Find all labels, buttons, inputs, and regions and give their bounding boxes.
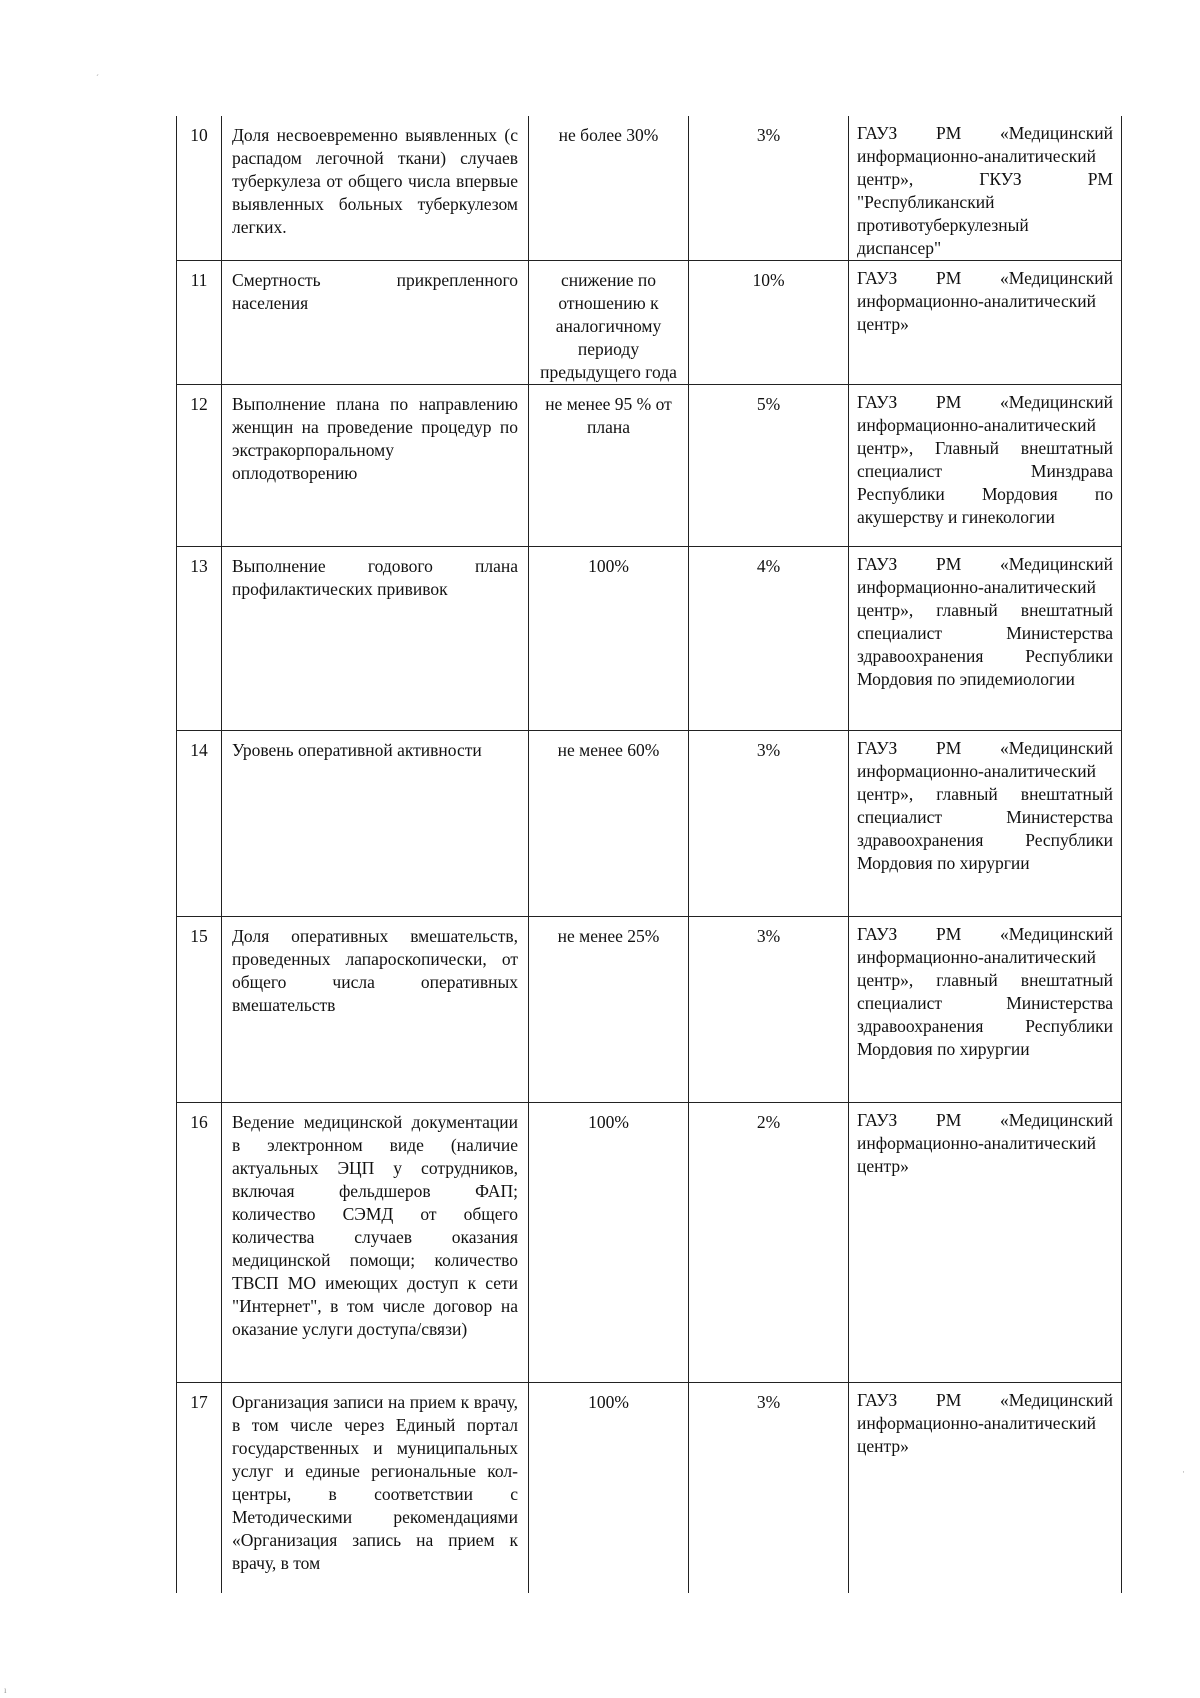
indicator-name: Доля оперативных вмешательств, проведенных лапароскопически, от общего числа оперативных вмешательств (222, 917, 529, 1103)
indicator-name: Доля несвоевременно выявленных (с распадом легочной ткани) случаев туберкулеза от общего числа впервые выявленных больных туберкулезом легких. (222, 116, 529, 261)
row-number: 16 (177, 1103, 222, 1383)
target-value: 100% (529, 1103, 689, 1383)
data-source: ГАУЗ РМ «Медицинский информационно-аналитический центр», главный внештатный специалист Министерства здравоохранения Республики Мордовия по хирургии (849, 917, 1122, 1103)
weight-value: 4% (689, 547, 849, 731)
table-row (177, 116, 1122, 261)
row-number: 17 (177, 1383, 222, 1593)
indicator-name: Смертность прикрепленного населения (222, 261, 529, 385)
row-number: 10 (177, 116, 222, 261)
weight-value: 10% (689, 261, 849, 385)
row-number: 13 (177, 547, 222, 731)
indicator-name: Выполнение годового плана профилактических прививок (222, 547, 529, 731)
table-row (177, 731, 1122, 917)
target-value: 100% (529, 547, 689, 731)
indicators-table (176, 116, 1122, 1593)
target-value: 100% (529, 1383, 689, 1593)
target-value: не менее 25% (529, 917, 689, 1103)
weight-value: 3% (689, 917, 849, 1103)
scan-speck: ı (4, 1685, 7, 1695)
weight-value: 3% (689, 731, 849, 917)
weight-value: 5% (689, 385, 849, 547)
row-number: 11 (177, 261, 222, 385)
weight-value: 3% (689, 116, 849, 261)
indicator-name: Организация записи на прием к врачу, в том числе через Единый портал государственных и муниципальных услуг и единые региональные кол-центры, в соответствии с Методическими рекомендациями «Организация запись на прием к врачу, в том (222, 1383, 529, 1593)
scan-speck: · (1182, 1467, 1185, 1477)
target-value: не более 30% (529, 116, 689, 261)
table-row (177, 385, 1122, 547)
row-number: 12 (177, 385, 222, 547)
table-row (177, 917, 1122, 1103)
data-source: ГАУЗ РМ «Медицинский информационно-аналитический центр», ГКУЗ РМ "Республиканский противотуберкулезный диспансер" (849, 116, 1122, 261)
data-source: ГАУЗ РМ «Медицинский информационно-аналитический центр» (849, 1383, 1122, 1593)
data-source: ГАУЗ РМ «Медицинский информационно-аналитический центр» (849, 1103, 1122, 1383)
table-row (177, 1383, 1122, 1593)
indicator-name: Выполнение плана по направлению женщин на проведение процедур по экстракорпоральному оплодотворению (222, 385, 529, 547)
data-source: ГАУЗ РМ «Медицинский информационно-аналитический центр», главный внештатный специалист Министерства здравоохранения Республики Мордовия по хирургии (849, 731, 1122, 917)
scan-speck: ´ (96, 73, 99, 83)
data-source: ГАУЗ РМ «Медицинский информационно-аналитический центр» (849, 261, 1122, 385)
target-value: не менее 95 % от плана (529, 385, 689, 547)
row-number: 15 (177, 917, 222, 1103)
target-value: не менее 60% (529, 731, 689, 917)
weight-value: 3% (689, 1383, 849, 1593)
target-value: снижение по отношению к аналогичному периоду предыдущего года (529, 261, 689, 385)
row-number: 14 (177, 731, 222, 917)
data-source: ГАУЗ РМ «Медицинский информационно-аналитический центр», главный внештатный специалист Министерства здравоохранения Республики Мордовия по эпидемиологии (849, 547, 1122, 731)
table-row (177, 547, 1122, 731)
indicator-name: Уровень оперативной активности (222, 731, 529, 917)
table-row (177, 261, 1122, 385)
indicator-name: Ведение медицинской документации в электронном виде (наличие актуальных ЭЦП у сотрудников, включая фельдшеров ФАП; количество СЭМД от общего количества случаев оказания медицинской помощи; количество ТВСП МО имеющих доступ к сети "Интернет", в том числе договор на оказание услуги доступа/связи) (222, 1103, 529, 1383)
weight-value: 2% (689, 1103, 849, 1383)
table-row (177, 1103, 1122, 1383)
data-source: ГАУЗ РМ «Медицинский информационно-аналитический центр», Главный внештатный специалист Минздрава Республики Мордовия по акушерству и гинекологии (849, 385, 1122, 547)
